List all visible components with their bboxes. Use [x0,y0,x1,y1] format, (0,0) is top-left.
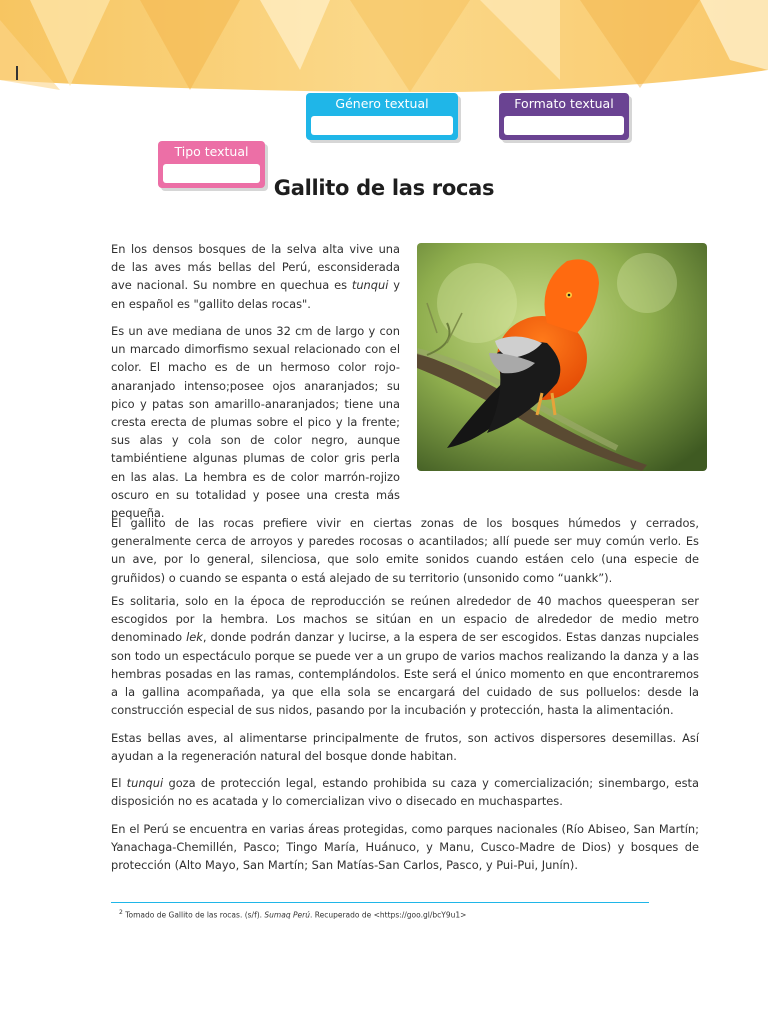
paragraph-habitat: El gallito de las rocas prefiere vivir en ciertas zonas de los bosques húmedos y cerrados, generalmente cerca de arroyos y paredes rocosas o acantilados; allí puede ser muy común verlo. Es un ave, por lo general, silenciosa, que solo emite sonidos cuando estáen celo (una especie de gruñidos) o cuando se espanta o está alejado de su territorio (unsonido como “uankk”). [111,516,699,585]
footnote-text-b: . Recuperado de <https://goo.gl/bcY9u1> [309,910,467,920]
header-banner [0,0,768,96]
p6-text-b: goza de protección legal, estando prohibida su caza y comercialización; sinembargo, esta disposición no es acatada y lo comercializan vivo o disecado en muchaspartes. [111,776,700,809]
p4-emphasis: lek [186,630,203,645]
p1-text-b: y en español es "gallito delas rocas". [111,278,400,311]
footnote-text-a: Tomado de Gallito de las rocas. (s/f). [122,910,265,920]
paragraph-protected-areas: En el Perú se encuentra en varias áreas protegidas, como parques nacionales (Río Abiseo, San Martín; Yanachaga-Chemillén, Pasco; Tingo María, Huánuco, y Manu, Cusco-Madre de Dios) y bosques de protección (Alto Mayo, San Martín; San Matías-San Carlos, Pasco, y Pui-Pui, Junín). [111,822,699,873]
footnote-marker: 2 [119,909,123,916]
cock-of-the-rock-illustration [417,243,707,471]
paragraph-diet: Estas bellas aves, al alimentarse principalmente de frutos, son activos dispersores desemillas. Así ayudan a la regeneración natural del bosque donde habitan. [111,731,699,764]
paragraph-description: Es un ave mediana de unos 32 cm de largo y con un marcado dimorfismo sexual relacionado con el color. El macho es de un hermoso color rojo-anaranjado intenso;posee ojos anaranjados; su pico y patas son amarillo-anaranjados; tiene una cresta erecta de plumas sobre el pico y la frente; sus alas y cola son de color negro, aunque tambiéntiene algunas plumas de color gris perla en las alas. La hembra es de color marrón-rojizo oscuro en su totalidad y posee una cresta más pequeña. [111,324,400,521]
genero-textual-label: Género textual [335,96,429,111]
banner-graphic [0,0,768,96]
page-title: Gallito de las rocas [273,176,495,200]
paragraph-protection [111,774,699,810]
p4-text-b: , donde podrán danzar y lucirse, a la espera de ser escogidos. Estas danzas nupciales son todo un espectáculo porque se puede ver a un grupo de varios machos realizando la danza y a las hembras posadas en las ramas, contemplándolos. Este será el único momento en que encontraremos a la gallina acompañada, ya que ella sola se encargará del cuidado de sus polluelos: desde la construcción especial de sus nidos, pasando por la incubación y protección, hasta la alimentación. [111,630,699,718]
genero-textual-box [306,93,458,140]
footnote-divider [111,902,649,903]
p4-text-a: Es solitaria, solo en la época de reproducción se reúnen alrededor de 40 machos queesperan ser escogidos por la hembra. Los machos se sitúan en un espacio de alrededor de medio metro denominado [111,594,699,645]
p1-emphasis: tunqui [351,278,389,293]
genero-textual-field[interactable] [311,116,453,135]
p6-text-a: El [111,776,127,790]
formato-textual-field[interactable] [504,116,624,135]
tipo-textual-label: Tipo textual [174,144,249,159]
footnote-source: Sumaq Perú [264,910,310,920]
paragraph-reproduction [111,592,699,719]
formato-textual-box [499,93,629,140]
formato-textual-label: Formato textual [514,96,614,111]
footnote [119,909,679,920]
paragraph-intro [111,240,400,313]
p1-text-a: En los densos bosques de la selva alta vive una de las aves más bellas del Perú, esconsiderada ave nacional. Su nombre en quechua es [111,242,400,293]
bird-photo [417,243,707,471]
p6-emphasis: tunqui [126,776,164,790]
